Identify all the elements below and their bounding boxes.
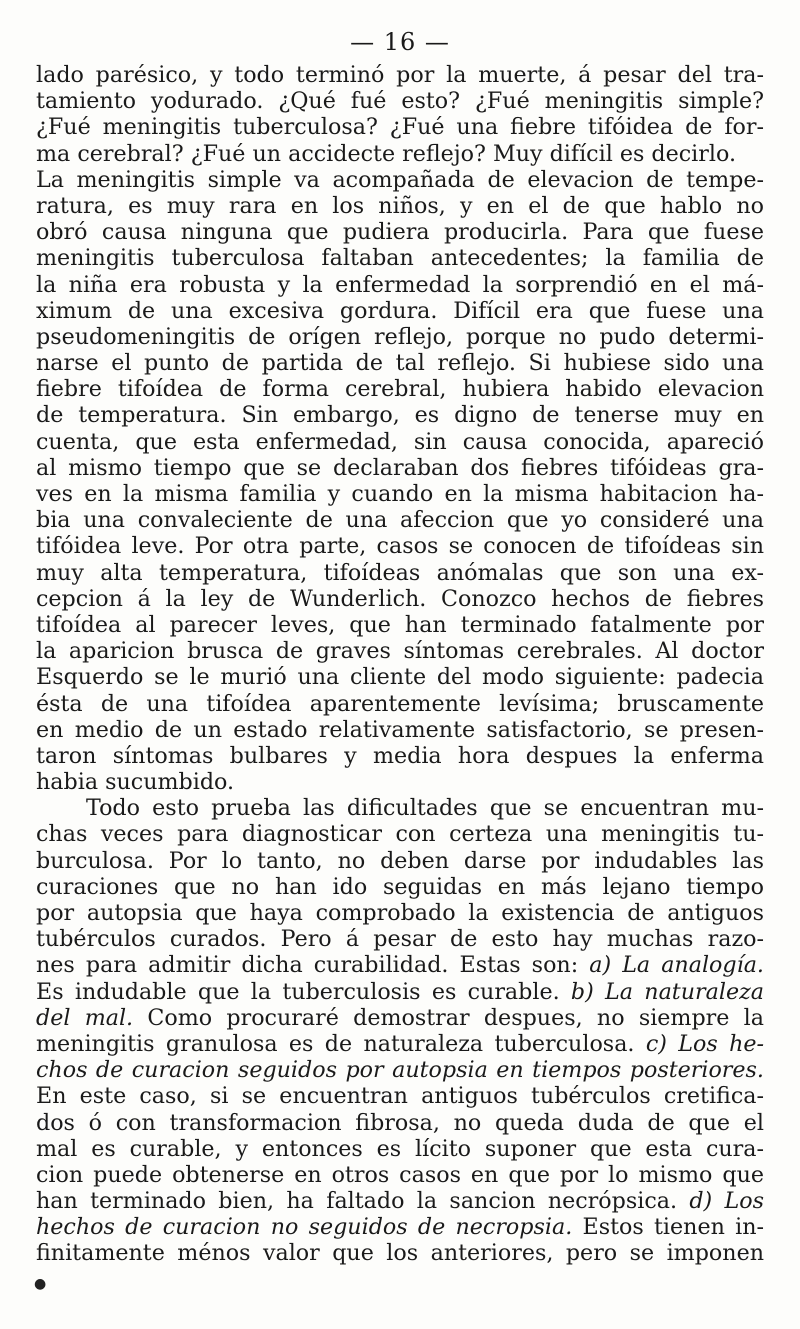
roman-text: finitamente ménos valor que los anteriores, pero se imponen: [36, 1240, 764, 1267]
text-line: [36, 1240, 764, 1266]
text-line: [36, 402, 764, 428]
roman-text: ésta de una tifoídea aparentemente levísima; bruscamente: [36, 690, 764, 717]
roman-text: Como procuraré demostrar despues, no siempre la: [133, 1004, 764, 1031]
italic-text: chos de curacion seguidos por autopsia en tiempos posteriores.: [36, 1057, 764, 1084]
page-number: — 16 —: [350, 28, 450, 56]
roman-text: la niña era robusta y la enfermedad la sorprendió en el má-: [36, 271, 764, 298]
roman-text: ma cerebral? ¿Fué un accidecte reflejo? Muy difícil es decirlo.: [36, 140, 737, 167]
roman-text: pseudomeningitis de orígen reflejo, porque no pudo determi-: [36, 323, 764, 350]
roman-text: en medio de un estado relativamente satisfactorio, se presen-: [36, 716, 764, 743]
roman-text: Estos tienen in-: [572, 1214, 764, 1241]
italic-text: d) Los: [689, 1188, 764, 1215]
roman-text: cepcion á la ley de Wunderlich. Conozco hechos de fiebres: [36, 585, 764, 612]
text-line: [36, 717, 764, 743]
text-line: [36, 193, 764, 219]
roman-text: bia una convaleciente de una afeccion que yo consideré una: [36, 507, 764, 534]
text-line: [36, 533, 764, 559]
text-line: [36, 507, 764, 533]
roman-text: de temperatura. Sin embargo, es digno de tenerse muy en: [36, 402, 764, 429]
roman-text: fiebre tifoídea de forma cerebral, hubiera habido elevacion: [36, 376, 764, 403]
text-line: [36, 114, 764, 140]
roman-text: Esquerdo se le murió una cliente del modo siguiente: padecia: [36, 664, 764, 691]
text-line: [36, 88, 764, 114]
text-line: [36, 1110, 764, 1136]
italic-text: del mal.: [36, 1004, 134, 1031]
roman-text: cion puede obtenerse en otros casos en que por lo mismo que: [36, 1161, 764, 1188]
italic-text: a) La analogía.: [589, 952, 764, 979]
roman-text: han terminado bien, ha faltado la sancion necrópsica.: [36, 1188, 690, 1215]
roman-text: por autopsia que haya comprobado la existencia de antiguos: [36, 900, 764, 926]
roman-text: mal es curable, y entonces es lícito suponer que esta cura-: [36, 1135, 764, 1162]
text-line: [36, 167, 764, 193]
roman-text: La meningitis simple va acompañada de elevacion de tempe-: [36, 166, 764, 193]
roman-text: ratura, es muy rara en los niños, y en el de que hablo no: [36, 192, 764, 219]
roman-text: muy alta temperatura, tifoídeas anómalas que son una ex-: [36, 559, 764, 586]
text-line: [36, 821, 764, 847]
text-line: [36, 900, 764, 926]
roman-text: meningitis tuberculosa faltaban antecedentes; la familia de: [36, 245, 764, 272]
text-line: [36, 743, 764, 769]
text-line: [36, 429, 764, 455]
roman-text: ¿Fué meningitis tuberculosa? ¿Fué una fiebre tifóidea de for-: [36, 114, 764, 141]
text-line: [36, 1005, 764, 1031]
text-line: [36, 1136, 764, 1162]
roman-text: curaciones que no han ido seguidas en más lejano tiempo: [36, 873, 764, 900]
roman-text: tubérculos curados. Pero á pesar de esto hay muchas razo-: [36, 926, 764, 953]
text-line: [36, 979, 764, 1005]
text-line: [36, 1083, 764, 1109]
text-line: [36, 324, 764, 350]
text-line: [36, 586, 764, 612]
roman-text: tifóidea leve. Por otra parte, casos se conocen de tifoídeas sin: [36, 533, 764, 560]
text-line: [36, 848, 764, 874]
roman-text: meningitis granulosa es de naturaleza tuberculosa.: [36, 1030, 646, 1057]
text-line: [36, 272, 764, 298]
roman-text: habia sucumbido.: [36, 769, 235, 796]
text-line: [36, 350, 764, 376]
roman-text: ves en la misma familia y cuando en la misma habitacion ha-: [36, 481, 764, 507]
text-line: [36, 1162, 764, 1188]
roman-text: Todo esto prueba las dificultades que se encuentran mu-: [86, 795, 764, 822]
text-line: [36, 874, 764, 900]
text-line: [36, 1188, 764, 1214]
text-line: [36, 1214, 764, 1240]
roman-text: nes para admitir dicha curabilidad. Estas son:: [36, 952, 590, 979]
roman-text: tifoídea al parecer leves, que han terminado fatalmente por: [36, 611, 764, 638]
roman-text: ximum de una excesiva gordura. Difícil era que fuese una: [36, 297, 764, 324]
text-line: [36, 926, 764, 952]
text-line: [36, 560, 764, 586]
roman-text: chas veces para diagnosticar con certeza una meningitis tu-: [36, 821, 764, 848]
body-text: [36, 62, 764, 1267]
roman-text: la aparicion brusca de graves síntomas cerebrales. Al doctor: [36, 638, 764, 665]
roman-text: cuenta, que esta enfermedad, sin causa conocida, apareció: [36, 428, 764, 455]
italic-text: b) La naturaleza: [570, 978, 764, 1005]
text-line: [36, 952, 764, 978]
text-line: [36, 1031, 764, 1057]
text-line: [36, 298, 764, 324]
italic-text: hechos de curacion no seguidos de necropsia.: [36, 1214, 573, 1241]
text-line: [36, 664, 764, 690]
text-line: [36, 481, 764, 507]
text-line: [36, 795, 764, 821]
roman-text: obró causa ninguna que pudiera producirla. Para que fuese: [36, 219, 764, 246]
roman-text: burculosa. Por lo tanto, no deben darse por indudables las: [36, 847, 764, 874]
text-line: [36, 1057, 764, 1083]
roman-text: En este caso, si se encuentran antiguos tubérculos cretifica-: [36, 1083, 764, 1110]
roman-text: tamiento yodurado. ¿Qué fué esto? ¿Fué meningitis simple?: [36, 88, 764, 115]
italic-text: c) Los he-: [645, 1030, 764, 1057]
ink-mark: ●: [34, 1276, 47, 1292]
text-line: [36, 62, 764, 88]
roman-text: al mismo tiempo que se declaraban dos fiebres tifóideas gra-: [36, 454, 764, 481]
text-line: [36, 376, 764, 402]
roman-text: Es indudable que la tuberculosis es curable.: [36, 978, 571, 1005]
text-line: [36, 245, 764, 271]
text-line: [36, 141, 764, 167]
text-line: [36, 455, 764, 481]
text-line: [36, 638, 764, 664]
text-line: [36, 691, 764, 717]
roman-text: taron síntomas bulbares y media hora despues la enferma: [36, 742, 764, 769]
roman-text: narse el punto de partida de tal reflejo. Si hubiese sido una: [36, 350, 764, 377]
text-line: [36, 612, 764, 638]
text-line: [36, 219, 764, 245]
roman-text: lado parésico, y todo terminó por la muerte, á pesar del tra-: [36, 62, 764, 88]
roman-text: dos ó con transformacion fibrosa, no queda duda de que el: [36, 1109, 764, 1136]
text-line: [36, 769, 764, 795]
